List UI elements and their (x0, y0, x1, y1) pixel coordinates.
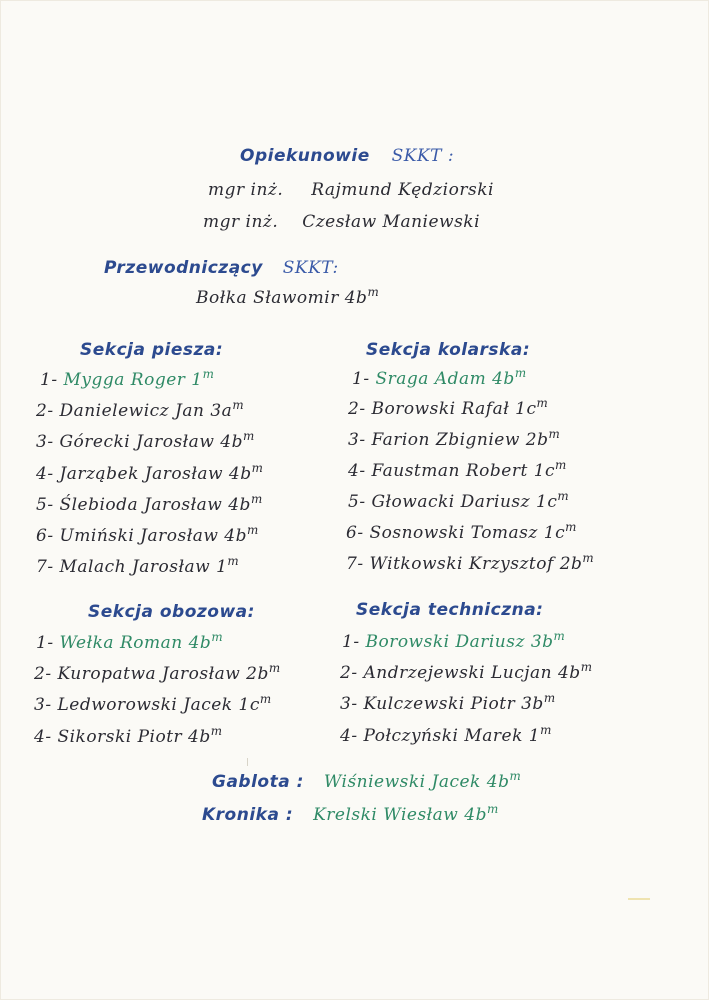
kolarska-sup: m (536, 396, 549, 411)
gablota-sup: m (509, 769, 522, 784)
obozowa-member-3 (34, 692, 272, 715)
paper-mark (628, 898, 650, 900)
obozowa-num: 1- (36, 633, 54, 653)
kolarska-sup: m (557, 489, 570, 504)
sekcja-techniczna-heading: Sekcja techniczna: (356, 600, 544, 620)
paper-mark (247, 758, 248, 766)
kolarska-num: 6- (346, 523, 364, 543)
kolarska-member-6 (346, 520, 577, 543)
techniczna-sup: m (580, 660, 593, 675)
kolarska-sup: m (548, 427, 561, 442)
piesza-name: Górecki Jarosław 4b (59, 432, 243, 452)
piesza-sup: m (251, 461, 264, 476)
gablota-name: Wiśniewski Jacek 4b (323, 772, 510, 792)
kolarska-sup: m (514, 366, 527, 381)
techniczna-name: Połczyński Marek 1 (363, 726, 541, 746)
przewodniczacy-person (196, 285, 380, 308)
kolarska-sup: m (582, 551, 595, 566)
piesza-sup: m (202, 367, 215, 382)
techniczna-member-2 (340, 660, 593, 683)
obozowa-name: Sikorski Piotr 4b (57, 727, 211, 747)
kronika-label: Kronika : (202, 805, 294, 825)
piesza-sup: m (242, 429, 255, 444)
kolarska-name: Sosnowski Tomasz 1c (369, 523, 566, 543)
kolarska-name: Głowacki Dariusz 1c (371, 492, 558, 512)
kolarska-num: 7- (346, 554, 364, 574)
obozowa-member-4 (34, 724, 223, 747)
techniczna-member-4 (340, 723, 552, 746)
obozowa-member-2 (34, 661, 281, 684)
piesza-name: Umiński Jarosław 4b (59, 526, 248, 546)
piesza-name: Ślebioda Jarosław 4b (59, 495, 251, 515)
kolarska-name: Farion Zbigniew 2b (371, 430, 549, 450)
kronika-line (202, 802, 499, 825)
kolarska-num: 1- (352, 369, 370, 389)
kolarska-sup: m (555, 458, 567, 473)
piesza-member-5 (36, 492, 263, 515)
opiekun-1-title: mgr inż. (208, 180, 284, 200)
techniczna-member-1 (342, 629, 566, 652)
piesza-name: Mygga Roger 1 (63, 370, 203, 390)
kolarska-member-3 (348, 427, 561, 450)
kolarska-num: 2- (348, 399, 366, 419)
piesza-member-3 (36, 429, 255, 452)
obozowa-num: 2- (34, 664, 52, 684)
piesza-sup: m (232, 398, 245, 413)
kolarska-member-4 (348, 458, 567, 481)
piesza-num: 2- (36, 401, 54, 421)
gablota-line (212, 769, 522, 792)
opiekunowie-line (240, 146, 454, 166)
przewodniczacy-org: SKKT: (282, 258, 339, 278)
kolarska-sup: m (565, 520, 577, 535)
techniczna-num: 4- (340, 726, 358, 746)
kolarska-member-2 (348, 396, 549, 419)
obozowa-sup: m (210, 724, 223, 739)
piesza-member-7 (36, 554, 240, 577)
obozowa-sup: m (259, 692, 272, 707)
techniczna-sup: m (540, 723, 552, 738)
opiekunowie-org: SKKT : (391, 146, 455, 166)
gablota-label: Gablota : (212, 772, 304, 792)
obozowa-sup: m (268, 661, 281, 676)
obozowa-name: Kuropatwa Jarosław 2b (57, 664, 269, 684)
obozowa-name: Ledworowski Jacek 1c (57, 695, 260, 715)
piesza-name: Danielewicz Jan 3a (59, 401, 233, 421)
techniczna-sup: m (543, 691, 556, 706)
przewodniczacy-sup: m (367, 285, 380, 300)
techniczna-name: Andrzejewski Lucjan 4b (363, 663, 581, 683)
kronika-sup: m (486, 802, 499, 817)
techniczna-num: 1- (342, 632, 360, 652)
opiekun-1 (208, 180, 494, 200)
opiekun-2-name: Czesław Maniewski (302, 212, 481, 232)
piesza-member-1 (40, 367, 215, 390)
piesza-sup: m (250, 492, 263, 507)
obozowa-member-1 (36, 630, 224, 653)
techniczna-num: 2- (340, 663, 358, 683)
piesza-num: 5- (36, 495, 54, 515)
kolarska-name: Borowski Rafał 1c (371, 399, 537, 419)
sekcja-obozowa-heading: Sekcja obozowa: (88, 602, 255, 622)
kronika-name: Krelski Wiesław 4b (313, 805, 487, 825)
kolarska-num: 3- (348, 430, 366, 450)
obozowa-num: 3- (34, 695, 52, 715)
piesza-num: 4- (36, 464, 54, 484)
piesza-num: 7- (36, 557, 54, 577)
piesza-member-4 (36, 461, 264, 484)
przewodniczacy-line (104, 258, 339, 278)
kolarska-member-5 (348, 489, 570, 512)
przewodniczacy-heading: Przewodniczący (104, 258, 263, 278)
kolarska-name: Witkowski Krzysztof 2b (369, 554, 583, 574)
piesza-sup: m (247, 523, 259, 538)
techniczna-name: Kulczewski Piotr 3b (363, 694, 544, 714)
kolarska-name: Faustman Robert 1c (371, 461, 556, 481)
piesza-num: 6- (36, 526, 54, 546)
obozowa-sup: m (211, 630, 224, 645)
opiekun-2-title: mgr inż. (203, 212, 279, 232)
piesza-num: 3- (36, 432, 54, 452)
techniczna-name: Borowski Dariusz 3b (365, 632, 554, 652)
obozowa-name: Wełka Roman 4b (59, 633, 212, 653)
sekcja-piesza-heading: Sekcja piesza: (80, 340, 224, 360)
kolarska-member-7 (346, 551, 595, 574)
przewodniczacy-name: Bołka Sławomir 4b (196, 288, 368, 308)
techniczna-num: 3- (340, 694, 358, 714)
opiekun-2 (203, 212, 480, 232)
piesza-name: Jarząbek Jarosław 4b (59, 464, 252, 484)
obozowa-num: 4- (34, 727, 52, 747)
piesza-num: 1- (40, 370, 58, 390)
piesza-name: Malach Jarosław 1 (59, 557, 228, 577)
kolarska-name: Sraga Adam 4b (375, 369, 515, 389)
piesza-member-6 (36, 523, 259, 546)
sekcja-kolarska-heading: Sekcja kolarska: (366, 340, 531, 360)
kolarska-num: 4- (348, 461, 366, 481)
techniczna-member-3 (340, 691, 556, 714)
piesza-sup: m (227, 554, 240, 569)
kolarska-member-1 (352, 366, 527, 389)
opiekunowie-heading: Opiekunowie (240, 146, 370, 166)
piesza-member-2 (36, 398, 245, 421)
techniczna-sup: m (553, 629, 566, 644)
kolarska-num: 5- (348, 492, 366, 512)
opiekun-1-name: Rajmund Kędziorski (311, 180, 494, 200)
